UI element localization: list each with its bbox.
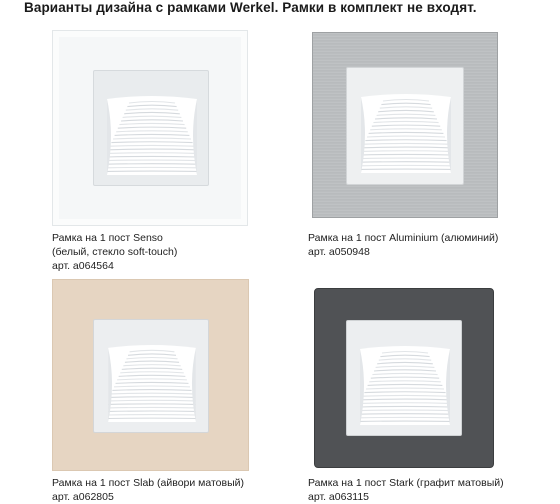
step-light-plate	[346, 67, 464, 185]
product-name: Рамка на 1 пост Slab (айвори матовый)	[52, 477, 245, 489]
step-light-icon	[105, 344, 199, 422]
product-article: арт. a050948	[308, 246, 370, 258]
product-caption	[52, 231, 177, 273]
step-light-icon	[105, 95, 199, 175]
product-caption	[308, 476, 504, 504]
product-name: Рамка на 1 пост Senso	[52, 232, 163, 244]
diffuser-rib	[361, 158, 451, 159]
diffuser-rib	[360, 410, 450, 411]
product-article: арт. a062805	[52, 491, 114, 503]
slab-frame-image	[52, 279, 249, 471]
product-article: арт. a064564	[52, 260, 114, 272]
step-light-plate	[93, 70, 209, 186]
diffuser-rib	[107, 156, 197, 157]
stark-frame-image	[314, 288, 494, 468]
product-name: Рамка на 1 пост Stark (графит матовый)	[308, 477, 504, 489]
product-caption	[308, 231, 498, 259]
diffuser-rib	[361, 154, 451, 155]
step-light-plate	[93, 319, 209, 433]
step-light-icon	[359, 93, 453, 173]
diffuser-rib	[360, 406, 450, 407]
product-caption	[52, 476, 244, 504]
diffuser-rib	[108, 404, 196, 405]
product-name-detail: (белый, стекло soft-touch)	[52, 246, 178, 258]
aluminium-frame-image	[312, 32, 498, 218]
page-headline: Варианты дизайна с рамками Werkel. Рамки в комплект не входят.	[24, 0, 477, 15]
senso-frame-image	[52, 30, 248, 226]
diffuser-rib	[107, 160, 197, 161]
step-light-icon	[358, 345, 452, 425]
diffuser-rib	[108, 407, 196, 408]
product-article: арт. a063115	[308, 491, 370, 503]
step-light-plate	[346, 320, 462, 436]
product-name: Рамка на 1 пост Aluminium (алюминий)	[308, 232, 499, 244]
